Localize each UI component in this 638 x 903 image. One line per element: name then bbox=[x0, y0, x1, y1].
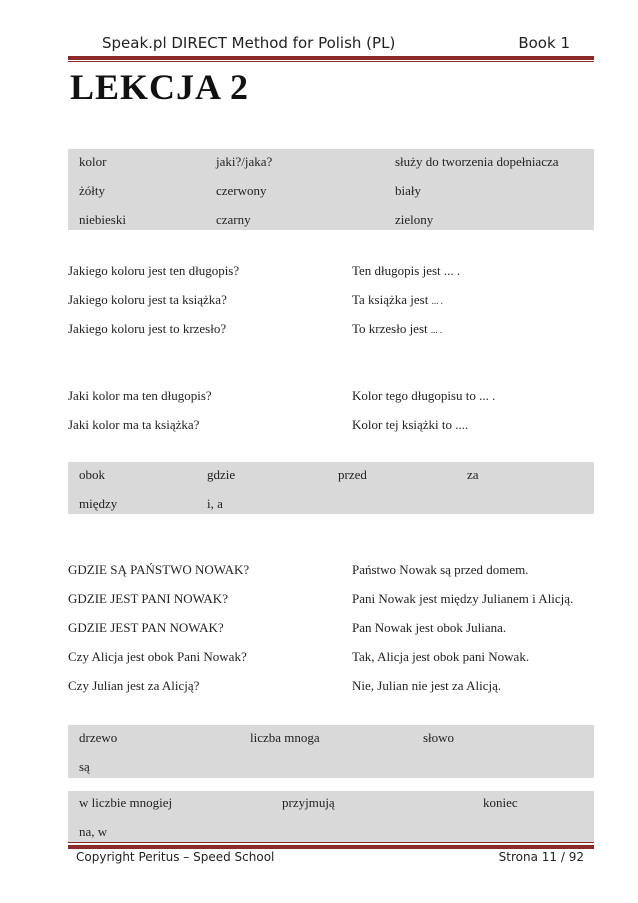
vocab-word: na, w bbox=[79, 824, 108, 839]
vocab-word: i, a bbox=[207, 496, 223, 511]
footer-rule-thick bbox=[68, 845, 594, 849]
vocab-word: przyjmują bbox=[282, 795, 335, 810]
question: Jakiego koloru jest to krzesło? bbox=[68, 321, 227, 336]
answer: Ten długopis jest ... . bbox=[352, 263, 461, 278]
lesson-title: LEKCJA 2 bbox=[70, 67, 250, 107]
vocab-word: koniec bbox=[483, 795, 518, 810]
answer: Państwo Nowak są przed domem. bbox=[352, 562, 529, 577]
vocab-box-2 bbox=[68, 462, 594, 514]
question: Czy Alicja jest obok Pani Nowak? bbox=[68, 649, 247, 664]
vocab-word: obok bbox=[79, 467, 105, 482]
question: Jaki kolor ma ta książka? bbox=[68, 417, 200, 432]
answer-dots: ... . bbox=[431, 296, 443, 306]
answer: Kolor tego długopisu to ... . bbox=[352, 388, 496, 403]
copyright: Copyright Peritus – Speed School bbox=[76, 850, 275, 864]
answer bbox=[352, 321, 442, 337]
question: GDZIE JEST PANI NOWAK? bbox=[68, 591, 228, 606]
vocab-box-3 bbox=[68, 725, 594, 778]
question: GDZIE SĄ PAŃSTWO NOWAK? bbox=[68, 562, 250, 577]
question: Jakiego koloru jest ta książka? bbox=[68, 292, 227, 307]
vocab-word: niebieski bbox=[79, 212, 126, 227]
answer: Nie, Julian nie jest za Alicją. bbox=[352, 678, 502, 693]
vocab-word: słowo bbox=[423, 730, 455, 745]
vocab-word: czerwony bbox=[216, 183, 267, 198]
vocab-word: służy do tworzenia dopełniacza bbox=[395, 154, 559, 169]
vocab-word: przed bbox=[338, 467, 367, 482]
answer-text: Ta książka jest bbox=[352, 292, 429, 307]
answer-dots: ... . bbox=[430, 325, 443, 335]
answer bbox=[352, 292, 443, 308]
answer: Tak, Alicja jest obok pani Nowak. bbox=[352, 649, 530, 664]
vocab-word: gdzie bbox=[207, 467, 236, 482]
footer-rule-thin bbox=[68, 842, 594, 843]
answer: Pani Nowak jest między Julianem i Alicją. bbox=[352, 591, 574, 606]
question: GDZIE JEST PAN NOWAK? bbox=[68, 620, 224, 635]
vocab-word: są bbox=[79, 759, 90, 774]
page-header bbox=[68, 34, 574, 56]
vocab-word: jaki?/jaka? bbox=[216, 154, 273, 169]
question: Czy Julian jest za Alicją? bbox=[68, 678, 200, 693]
vocab-word: między bbox=[79, 496, 118, 511]
page-number: Strona 11 / 92 bbox=[498, 850, 584, 864]
vocab-word: czarny bbox=[216, 212, 251, 227]
vocab-word: zielony bbox=[395, 212, 434, 227]
header-rule-thin bbox=[68, 61, 594, 62]
vocab-word: biały bbox=[395, 183, 421, 198]
book-label: Book 1 bbox=[518, 34, 570, 52]
question: Jakiego koloru jest ten długopis? bbox=[68, 263, 240, 278]
answer: Pan Nowak jest obok Juliana. bbox=[352, 620, 507, 635]
vocab-word: za bbox=[467, 467, 479, 482]
answer: Kolor tej książki to .... bbox=[352, 417, 469, 432]
vocab-word: kolor bbox=[79, 154, 107, 169]
vocab-word: w liczbie mnogiej bbox=[79, 795, 173, 810]
question: Jaki kolor ma ten długopis? bbox=[68, 388, 212, 403]
header-rule-thick bbox=[68, 56, 594, 60]
vocab-word: żółty bbox=[79, 183, 105, 198]
vocab-word: drzewo bbox=[79, 730, 118, 745]
answer-text: To krzesło jest bbox=[352, 321, 428, 336]
vocab-word: liczba mnoga bbox=[250, 730, 320, 745]
document-title: Speak.pl DIRECT Method for Polish (PL) bbox=[102, 34, 396, 52]
